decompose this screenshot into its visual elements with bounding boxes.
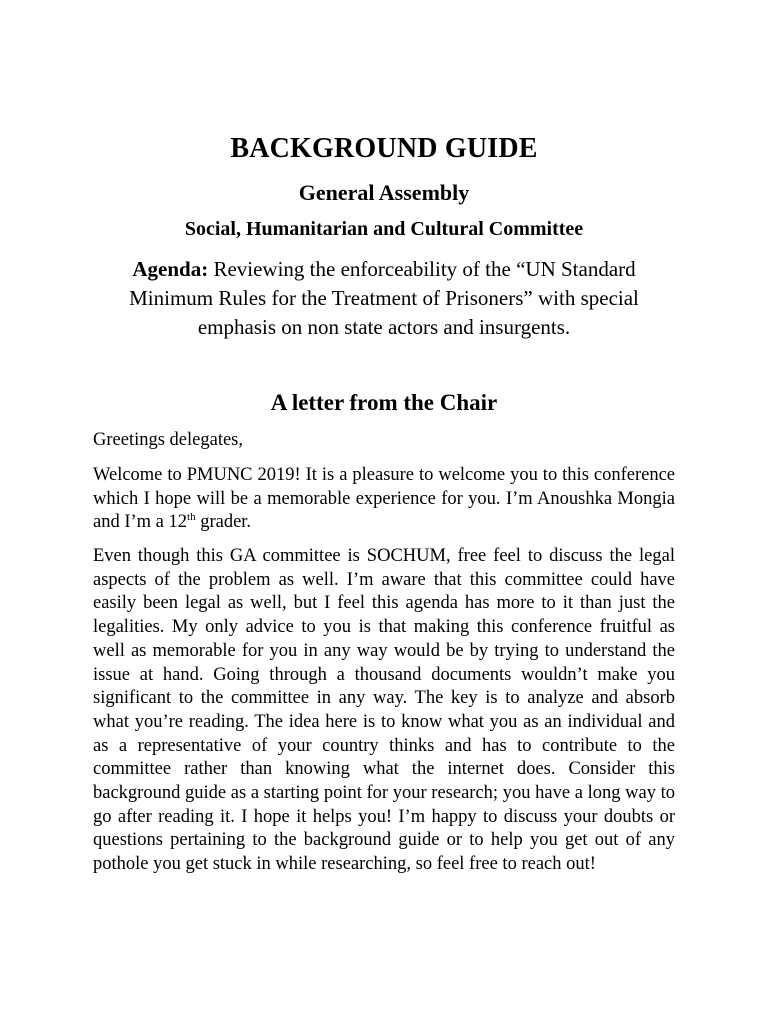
letter-paragraph-2: Even though this GA committee is SOCHUM, free feel to discuss the legal aspects of the problem as well. I’m aware that this committee could have easily been legal as well, but I feel this agenda has more to it than just the legalities. My only advice to you is that making this conference fruitful as well as memorable for you in any way would be by trying to understand the issue at hand. Going through a thousand documents wouldn’t make you significant to the committee in any way. The key is to analyze and absorb what you’re reading. The idea here is to know what you as an individual and as a representative of your country thinks and has to contribute to the committee rather than knowing what the internet does. Consider this background guide as a starting point for your research; you have a long way to go after reading it. I hope it helps you! I’m happy to discuss your doubts or questions pertaining to the background guide or to help you get out of any pothole you get stuck in while researching, so feel free to reach out! xyxy=(93,546,675,875)
agenda xyxy=(90,255,678,342)
letter-paragraph-1 xyxy=(93,464,675,535)
letter-paragraph-1-end: grader. xyxy=(195,512,252,533)
document-subtitle: General Assembly xyxy=(298,180,470,205)
ordinal-suffix: th xyxy=(187,511,196,524)
letter-greeting: Greetings delegates, xyxy=(93,430,243,450)
committee-name: Social, Humanitarian and Cultural Committee xyxy=(184,218,584,240)
document-title: BACKGROUND GUIDE xyxy=(230,133,538,164)
letter-heading: A letter from the Chair xyxy=(270,390,498,415)
agenda-text: Reviewing the enforceability of the “UN Standard Minimum Rules for the Treatment of Prisoners” with special emphasis on non state actors and insurgents. xyxy=(129,257,639,339)
letter-paragraph-1-text: Welcome to PMUNC 2019! It is a pleasure to welcome you to this conference which I hope will be a memorable experience for you. I’m Anoushka Mongia and I’m a 12 xyxy=(93,465,675,533)
agenda-label: Agenda: xyxy=(132,257,209,281)
